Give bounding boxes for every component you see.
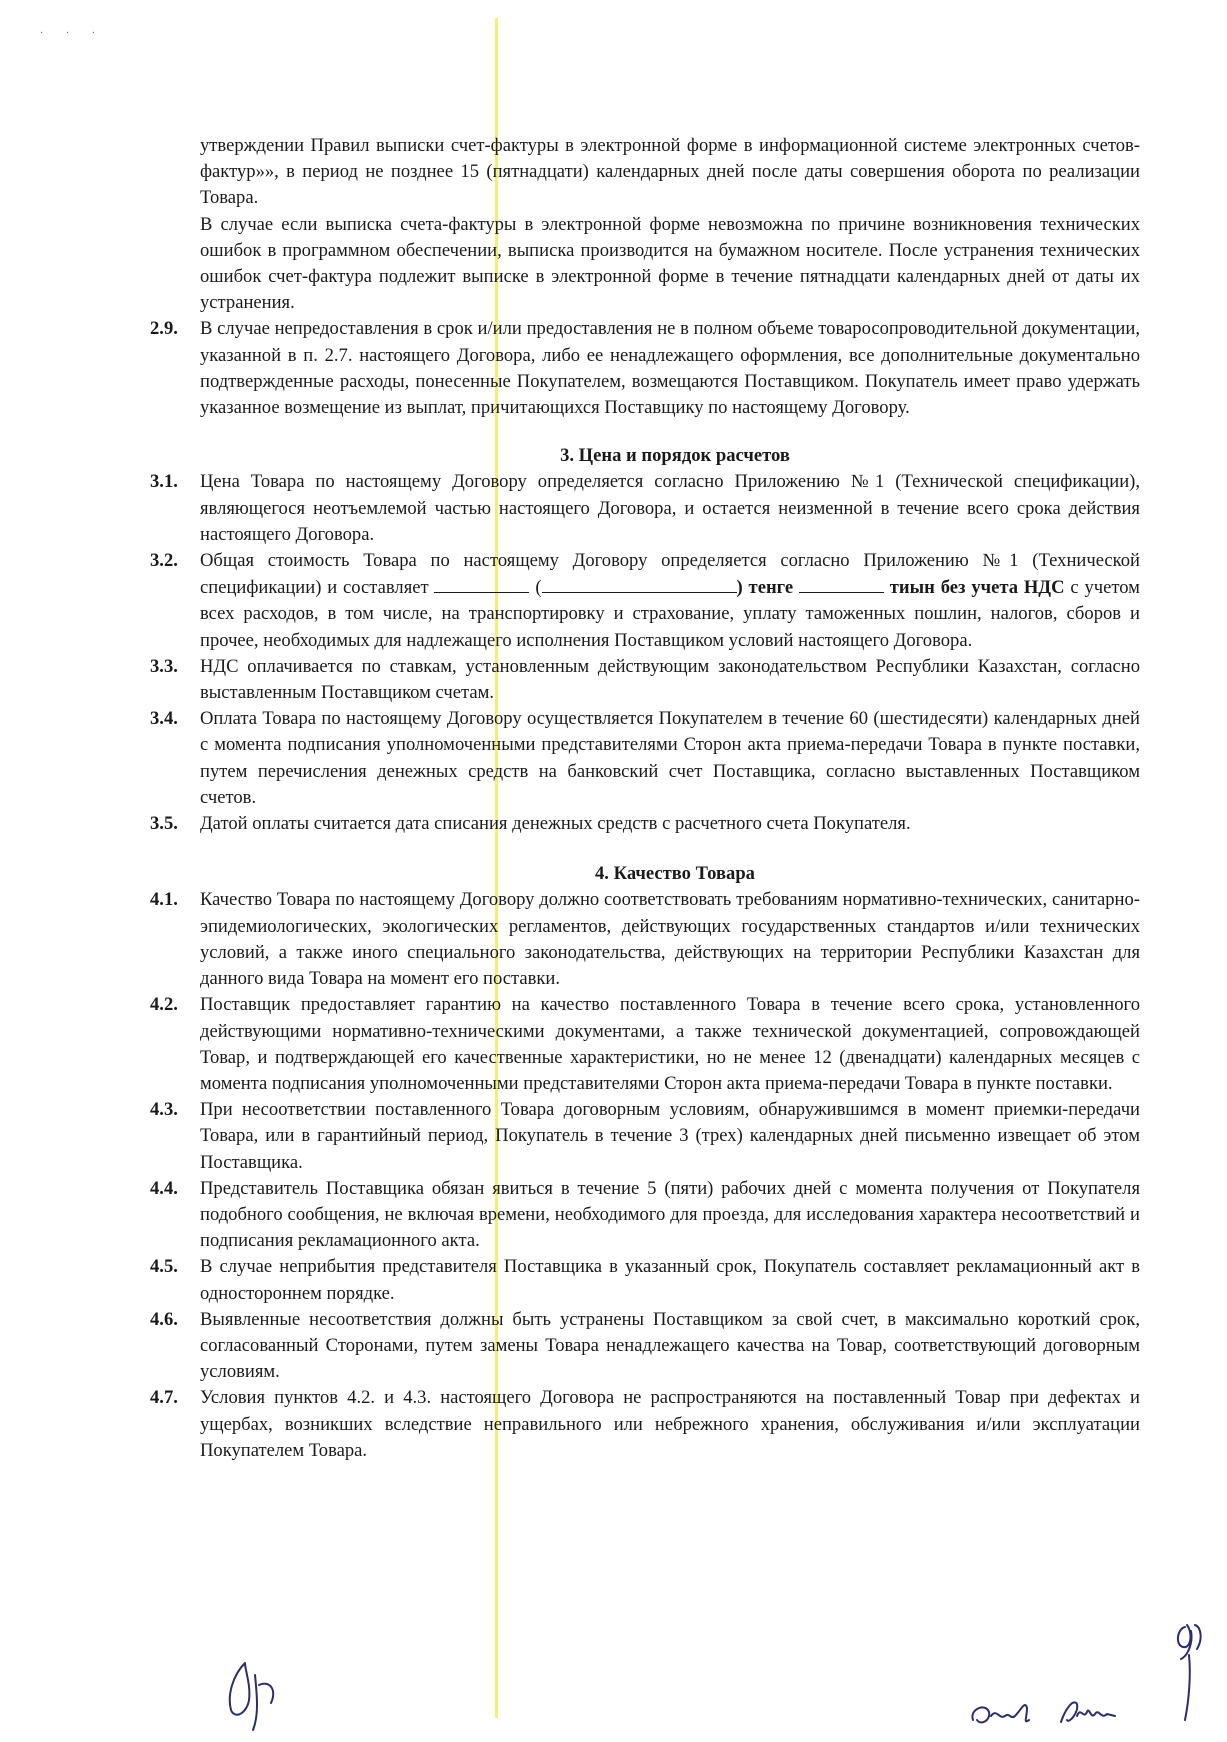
clause-2-9 [150,316,1140,421]
clause-4-5 [150,1254,1140,1306]
clause-number: 3.1. [150,471,178,493]
clause-text: Представитель Поставщика обязан явиться в течение 5 (пяти) рабочих дней с момента получения от Покупателя подобного сообщения, не включая времени, необходимого для проезда, для исследования характера несоответствий и подписания рекламационного акта. [200,1177,1140,1252]
clause-text: Датой оплаты считается дата списания денежных средств с расчетного счета Покупателя. [200,813,911,835]
clause-number: 3.4. [150,708,178,730]
clause-text: Выявленные несоответствия должны быть устранены Поставщиком за свой счет, в максимально короткий срок, согласованный Сторонами, путем замены Товара ненадлежащего качества на Товар, соответствующий договорным условиям. [200,1308,1140,1383]
clause-text-part-a: Общая стоимость Товара по настоящему Договору определяется согласно Приложению №1 (Технической спецификации) и составляет [200,550,1140,599]
clause-text: НДС оплачивается по ставкам, установленным действующим законодательством Республики Казахстан, согласно выставленным Поставщиком счетам. [200,655,1140,704]
clause-4-4 [150,1176,1140,1255]
clause-number: 4.1. [150,889,178,911]
section-3-title: 3. Цена и порядок расчетов [560,445,790,467]
amount-words-blank[interactable] [542,574,737,593]
clause-text: Оплата Товара по настоящему Договору осуществляется Покупателем в течение 60 (шестидесяти) календарных дней с момента подписания уполномоченными представителями Сторон акта приема-передачи Товара в пункте поставки, путем перечисления денежных средств на банковский счет Поставщика, согласно выставленных Поставщиком счетов. [200,708,1140,808]
clause-text: Поставщик предоставляет гарантию на качество поставленного Товара в течение всего срока, установленного действующими нормативно-техническими документами, а также технической документацией, сопровождающей Товар, и подтверждающей его качественные характеристики, но не менее 12 (двенадцати) календарных месяцев с момента подписания уполномоченными представителями Сторон акта приема-передачи Товара в пункте поставки. [200,994,1140,1094]
amount-blank[interactable] [434,574,529,593]
section-4-title: 4. Качество Товара [595,863,755,885]
clause-text: Качество Товара по настоящему Договору должно соответствовать требованиям нормативно-технических, санитарно-эпидемиологических, экологических регламентов, действующих государственных стандартов и/или технических условий, а также иного специального законодательства, действующих на территории Республики Казахстан для данного вида Товара на момент его поставки. [200,889,1140,990]
tiyn-without-vat: тиын без учета НДС [889,577,1065,599]
clause-text: Цена Товара по настоящему Договору определяется согласно Приложению №1 (Технической спецификации), являющегося неотъемлемой частью настоящего Договора, и остается неизменной в течение всего срока действия настоящего Договора. [200,471,1140,545]
intro-paragraph-2: В случае если выписка счета-фактуры в электронной форме невозможна по причине возникновения технических ошибок в программном обеспечении, выписка производится на бумажном носителе. После устранения технических ошибок счет-фактура подлежит выписке в электронной форме в течение пятнадцати календарных дней от даты их устранения. [200,213,1140,314]
clause-text: При несоответствии поставленного Товара договорным условиям, обнаружившимся в момент приемки-передачи Товара, или в гарантийный период, Покупатель в течение 3 (трех) календарных дней письменно извещает об этом Поставщика. [200,1099,1140,1173]
clause-number: 4.2. [150,994,178,1016]
clause-3-5 [150,811,1140,837]
scan-specks: · · · [40,28,105,39]
tenge-label: ) тенге [736,577,794,599]
clause-4-7 [150,1385,1140,1464]
clause-text: Условия пунктов 4.2. и 4.3. настоящего Договора не распространяются на поставленный Товар при дефектах и ущербах, возникших вследствие неправильного или небрежного хранения, обслуживания и/или эксплуатации Покупателем Товара. [200,1387,1140,1461]
clause-number: 4.4. [150,1177,178,1199]
document-body [150,133,1140,1464]
clause-number: 4.7. [150,1387,178,1409]
clause-3-3 [150,654,1140,706]
intro-paragraph-1: утверждении Правил выписки счет-фактуры в электронной форме в информационной системе электронных счетов-фактур»», в период не позднее 15 (пятнадцати) календарных дней после даты совершения оборота по реализации Товара. [200,135,1140,209]
clause-number: 4.6. [150,1308,178,1330]
clause-text [200,548,1140,654]
clause-3-4 [150,706,1140,811]
clause-text: В случае неприбытия представителя Поставщика в указанный срок, Покупатель составляет рекламационный акт в одностороннем порядке. [200,1256,1140,1304]
clause-4-6 [150,1307,1140,1386]
clause-number: 3.5. [150,813,178,835]
clause-number: 3.3. [150,655,178,677]
clause-4-2 [150,992,1140,1097]
page-number-handwritten [1165,1615,1215,1725]
signature-right [1055,1690,1125,1735]
clause-number: 3.2. [150,550,178,572]
clause-4-1 [150,887,1140,992]
clause-text: В случае непредоставления в срок и/или предоставления не в полном объеме товаросопроводительной документации, указанной в п. 2.7. настоящего Договора, либо ее ненадлежащего оформления, все дополнительные документально подтвержденные расходы, понесенные Покупателем, возмещаются Поставщиком. Покупатель имеет право удержать указанное возмещение из выплат, причитающихся Поставщику по настоящему Договору. [200,318,1140,419]
clause-number: 4.5. [150,1256,178,1278]
clause-3-2 [150,548,1140,654]
tiyn-blank[interactable] [799,574,884,593]
clause-number: 4.3. [150,1099,178,1121]
clause-3-1 [150,469,1140,548]
clause-text-part-b: с учетом всех расходов, в том числе, на транспортировку и страхование, уплату таможенных пошлин, налогов, сборов и прочее, необходимых для надлежащего исполнения Поставщиком условий настоящего Договора. [200,577,1140,651]
initials-signature-left [215,1655,285,1735]
paren-open: ( [535,577,542,599]
clause-number: 2.9. [150,318,178,340]
signature-middle [965,1690,1055,1735]
clause-4-3 [150,1097,1140,1176]
